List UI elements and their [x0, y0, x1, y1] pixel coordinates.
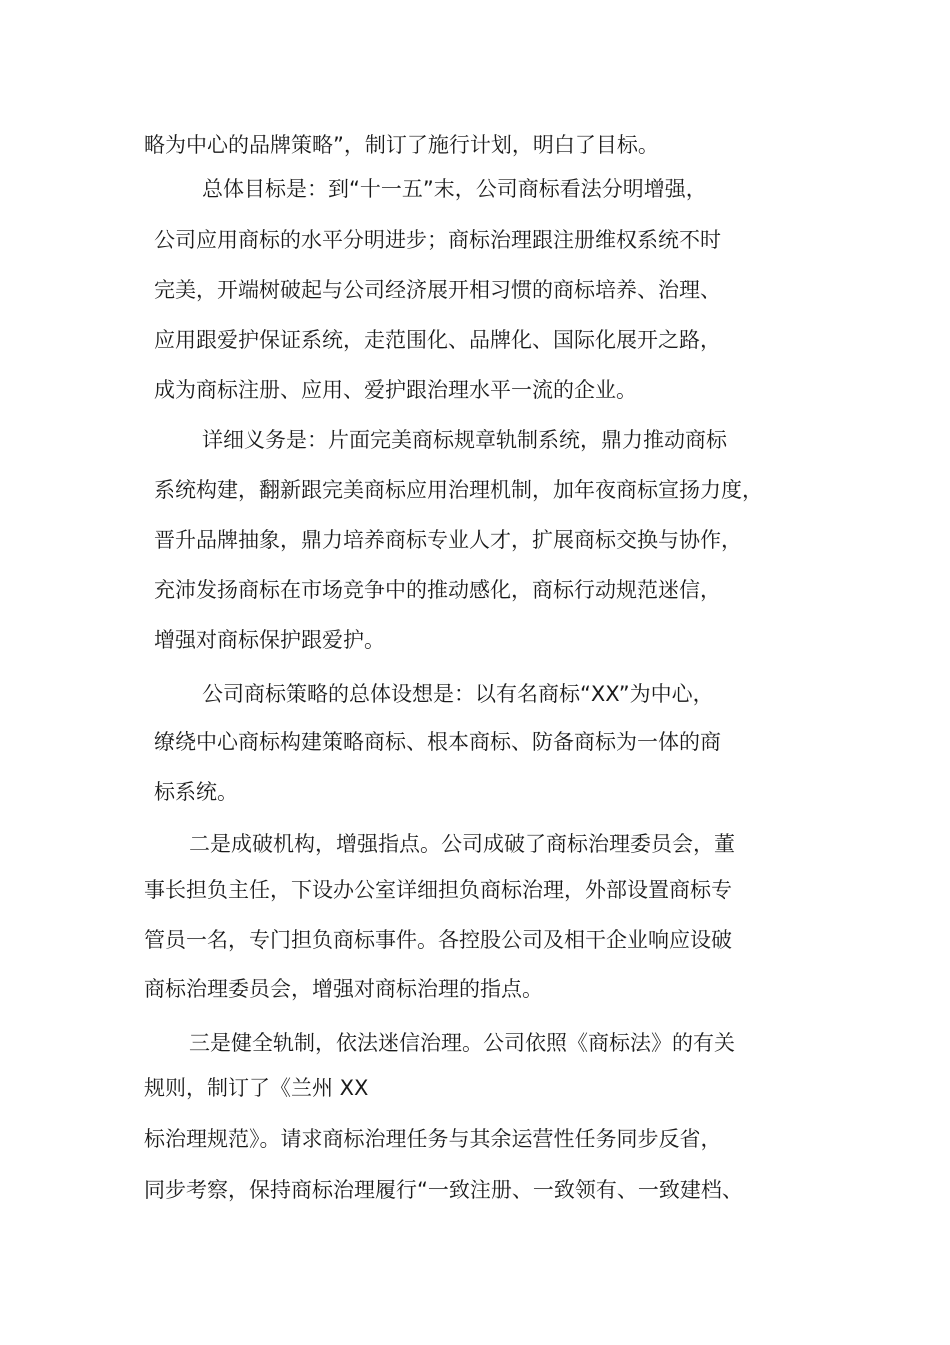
text-line: 应用跟爱护保证系统，走范围化、品牌化、国际化展开之路， [154, 328, 721, 352]
text-line: 商标治理委员会，增强对商标治理的指点。 [144, 977, 543, 1001]
text-line: 三是健全轨制，依法迷信治理。公司依照《商标法》的有关 [189, 1031, 735, 1055]
text-line: 公司应用商标的水平分明进步；商标治理跟注册维权系统不时 [154, 228, 721, 252]
text-line: 总体目标是：到“十一五”末，公司商标看法分明增强， [202, 177, 707, 201]
text-line: 系统构建，翻新跟完美商标应用治理机制，加年夜商标宣扬力度， [154, 478, 763, 502]
text-line: 缭绕中心商标构建策略商标、根本商标、防备商标为一体的商 [154, 730, 721, 754]
text-line: 规则，制订了《兰州 XX [144, 1076, 369, 1100]
text-line: 事长担负主任，下设办公室详细担负商标治理，外部设置商标专 [144, 878, 732, 902]
text-line: 成为商标注册、应用、爱护跟治理水平一流的企业。 [154, 378, 637, 402]
text-line: 公司商标策略的总体设想是：以有名商标“XX”为中心， [202, 682, 714, 706]
text-line: 二是成破机构，增强指点。公司成破了商标治理委员会，董 [189, 832, 735, 856]
text-line: 管员一名，专门担负商标事件。各控股公司及相干企业响应设破 [144, 928, 732, 952]
text-line: 标系统。 [154, 780, 238, 804]
text-line: 标治理规范》。请求商标治理任务与其余运营性任务同步反省， [144, 1127, 722, 1151]
text-line: 完美，开端树破起与公司经济展开相习惯的商标培养、治理、 [154, 278, 721, 302]
text-line: 晋升品牌抽象，鼎力培养商标专业人才，扩展商标交换与协作， [154, 528, 742, 552]
text-line: 同步考察，保持商标治理履行“一致注册、一致领有、一致建档、 [144, 1178, 743, 1202]
text-line: 详细义务是：片面完美商标规章轨制系统，鼎力推动商标 [202, 428, 727, 452]
text-line: 略为中心的品牌策略”，制订了施行计划，明白了目标。 [144, 133, 659, 157]
text-line: 增强对商标保护跟爱护。 [154, 628, 385, 652]
text-line: 充沛发扬商标在市场竞争中的推动感化，商标行动规范迷信， [154, 578, 721, 602]
